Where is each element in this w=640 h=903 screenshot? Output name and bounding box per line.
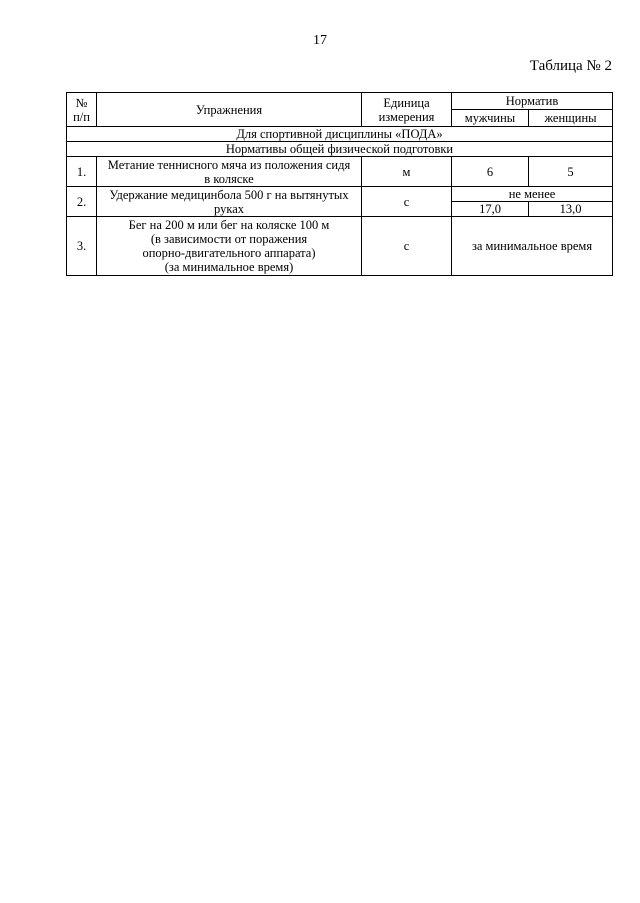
section-discipline: Для спортивной дисциплины «ПОДА» [67,127,613,142]
row-women: 5 [529,157,613,187]
table-caption: Таблица № 2 [529,58,612,74]
row-exercise: Бег на 200 м или бег на коляске 100 м (в зависимости от поражения опорно-двигательного аппарата) (за минимальное время) [97,217,362,276]
table-header-row [67,93,613,110]
norms-table [66,92,613,276]
header-num: № п/п [67,93,97,127]
row-norm: за минимальное время [452,217,613,276]
row-men: 6 [452,157,529,187]
row-num: 3. [67,217,97,276]
row-unit: с [362,217,452,276]
row-exercise: Удержание медицинбола 500 г на вытянутых руках [97,187,362,217]
table-row [67,217,613,276]
row-exercise: Метание теннисного мяча из положения сидя в коляске [97,157,362,187]
header-exercise: Упражнения [97,93,362,127]
section-row-discipline [67,127,613,142]
header-norm: Норматив [452,93,613,110]
row-unit: м [362,157,452,187]
header-women: женщины [529,110,613,127]
row-men: 17,0 [452,202,529,217]
row-qualifier: не менее [452,187,613,202]
section-general: Нормативы общей физической подготовки [67,142,613,157]
section-row-general [67,142,613,157]
table-row [67,157,613,187]
row-num: 2. [67,187,97,217]
row-women: 13,0 [529,202,613,217]
header-unit: Единица измерения [362,93,452,127]
table-row [67,187,613,202]
row-unit: с [362,187,452,217]
header-men: мужчины [452,110,529,127]
row-num: 1. [67,157,97,187]
page-number: 17 [313,33,327,48]
